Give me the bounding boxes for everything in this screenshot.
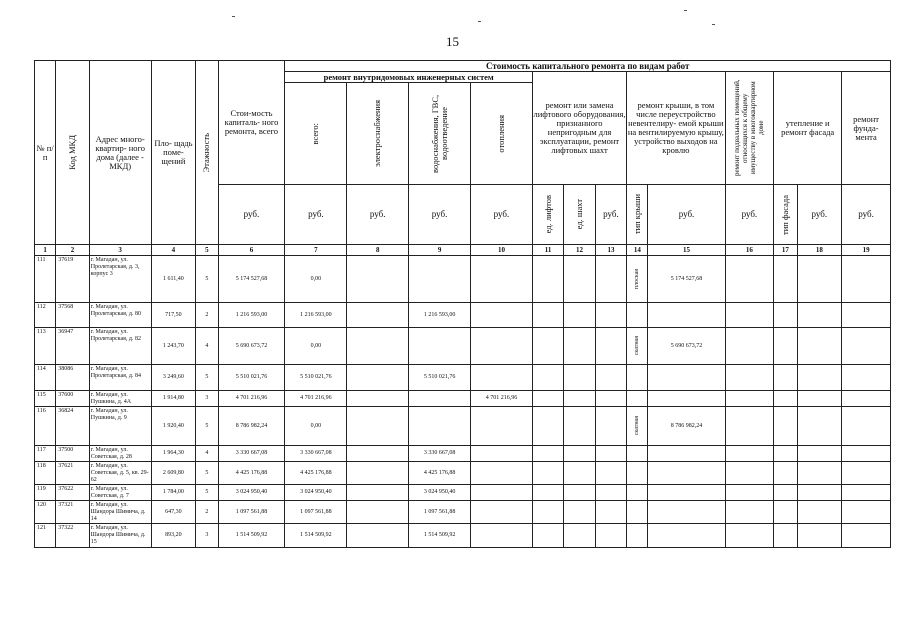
foundation-cost	[842, 501, 891, 524]
area: 1 243,70	[151, 328, 196, 365]
basement-cost	[725, 256, 774, 303]
heating-cost	[471, 407, 533, 446]
table-row	[35, 256, 891, 303]
roof-type	[627, 407, 648, 446]
facade-type	[774, 328, 797, 365]
column-number: 18	[797, 245, 842, 256]
mkd-code: 37622	[56, 485, 89, 501]
column-number: 11	[532, 245, 563, 256]
elevator-cost	[595, 485, 626, 501]
systems-total: 0,00	[285, 256, 347, 303]
elevator-shafts	[564, 328, 595, 365]
heating-cost	[471, 365, 533, 391]
header-group-elevator: ремонт или замена лифтового оборудования, признанного непригодным для эксплуатации, ремонт лифтовых шахт	[532, 72, 626, 185]
facade-cost	[797, 524, 842, 548]
mkd-code: 37322	[56, 524, 89, 548]
roof-type	[627, 391, 648, 407]
roof-type	[627, 256, 648, 303]
total-cost: 5 510 021,76	[218, 365, 285, 391]
header-foundation: ремонт фунда- мента	[842, 72, 891, 185]
header-facade-type: тип фасада	[774, 185, 797, 245]
elevator-shafts	[564, 501, 595, 524]
table-row	[35, 524, 891, 548]
column-number: 1	[35, 245, 56, 256]
column-number: 19	[842, 245, 891, 256]
column-number: 8	[347, 245, 409, 256]
floors: 3	[196, 524, 218, 548]
header-elev-units: ед. лифтов	[532, 185, 563, 245]
roof-type	[627, 501, 648, 524]
column-number: 16	[725, 245, 774, 256]
roof-type	[627, 485, 648, 501]
table-row	[35, 328, 891, 365]
roof-type	[627, 524, 648, 548]
column-number: 15	[648, 245, 725, 256]
elevator-cost	[595, 328, 626, 365]
total-cost: 8 786 982,24	[218, 407, 285, 446]
heating-cost	[471, 524, 533, 548]
elevator-units	[532, 365, 563, 391]
elevator-units	[532, 485, 563, 501]
column-number: 12	[564, 245, 595, 256]
unit-foundation: руб.	[842, 185, 891, 245]
header-num: № п/ п	[35, 61, 56, 245]
table-row	[35, 446, 891, 462]
water-cost	[409, 256, 471, 303]
roof-cost	[648, 446, 725, 462]
facade-cost	[797, 256, 842, 303]
electric-cost	[347, 256, 409, 303]
floors: 5	[196, 365, 218, 391]
row-number: 113	[35, 328, 56, 365]
header-elev-shafts: ед. шахт	[564, 185, 595, 245]
electric-cost	[347, 391, 409, 407]
column-number: 3	[89, 245, 151, 256]
roof-cost	[648, 524, 725, 548]
floors: 5	[196, 485, 218, 501]
table-row	[35, 407, 891, 446]
facade-cost	[797, 462, 842, 485]
area: 1 611,40	[151, 256, 196, 303]
heating-cost	[471, 462, 533, 485]
mkd-code: 37619	[56, 256, 89, 303]
roof-cost	[648, 365, 725, 391]
facade-cost	[797, 328, 842, 365]
electric-cost	[347, 524, 409, 548]
area: 1 914,80	[151, 391, 196, 407]
header-group-systems: ремонт внутридомовых инженерных систем	[285, 72, 532, 83]
facade-type	[774, 391, 797, 407]
systems-total: 4 701 216,96	[285, 391, 347, 407]
roof-type	[627, 328, 648, 365]
roof-type-label: скатная	[633, 336, 640, 356]
row-number: 111	[35, 256, 56, 303]
total-cost: 1 216 593,00	[218, 303, 285, 328]
column-number: 10	[471, 245, 533, 256]
table-row	[35, 485, 891, 501]
basement-cost	[725, 446, 774, 462]
header-heating: отопления	[471, 83, 533, 185]
column-number: 14	[627, 245, 648, 256]
water-cost: 5 510 021,76	[409, 365, 471, 391]
elevator-units	[532, 256, 563, 303]
roof-type	[627, 303, 648, 328]
roof-type	[627, 446, 648, 462]
column-number: 4	[151, 245, 196, 256]
foundation-cost	[842, 485, 891, 501]
mkd-code: 36824	[56, 407, 89, 446]
systems-total: 1 097 561,88	[285, 501, 347, 524]
roof-cost	[648, 501, 725, 524]
floors: 2	[196, 303, 218, 328]
area: 1 964,30	[151, 446, 196, 462]
elevator-units	[532, 328, 563, 365]
roof-type	[627, 462, 648, 485]
facade-type	[774, 303, 797, 328]
table-row	[35, 303, 891, 328]
systems-total: 5 510 021,76	[285, 365, 347, 391]
roof-cost	[648, 485, 725, 501]
floors: 5	[196, 256, 218, 303]
elevator-cost	[595, 256, 626, 303]
water-cost: 4 425 176,88	[409, 462, 471, 485]
header-roof-type: тип крыши	[627, 185, 648, 245]
row-number: 119	[35, 485, 56, 501]
electric-cost	[347, 303, 409, 328]
roof-cost	[648, 391, 725, 407]
unit-sys: руб.	[285, 185, 347, 245]
table-row	[35, 365, 891, 391]
basement-cost	[725, 303, 774, 328]
elevator-shafts	[564, 446, 595, 462]
foundation-cost	[842, 524, 891, 548]
row-number: 118	[35, 462, 56, 485]
roof-cost: 5 174 527,68	[648, 256, 725, 303]
mkd-code: 37500	[56, 446, 89, 462]
elevator-cost	[595, 303, 626, 328]
row-number: 112	[35, 303, 56, 328]
address: г. Магадан, ул. Пролетарская, д. 82	[89, 328, 151, 365]
floors: 5	[196, 462, 218, 485]
area: 893,20	[151, 524, 196, 548]
table-row	[35, 391, 891, 407]
roof-cost	[648, 303, 725, 328]
heating-cost	[471, 303, 533, 328]
area: 717,50	[151, 303, 196, 328]
foundation-cost	[842, 365, 891, 391]
facade-type	[774, 462, 797, 485]
header-sys-total: всего:	[285, 83, 347, 185]
elevator-units	[532, 501, 563, 524]
row-number: 115	[35, 391, 56, 407]
total-cost: 4 425 176,88	[218, 462, 285, 485]
area: 3 249,60	[151, 365, 196, 391]
table-row	[35, 462, 891, 485]
systems-total: 0,00	[285, 328, 347, 365]
elevator-units	[532, 524, 563, 548]
mkd-code: 37621	[56, 462, 89, 485]
systems-total: 4 425 176,88	[285, 462, 347, 485]
roof-type	[627, 365, 648, 391]
facade-cost	[797, 485, 842, 501]
electric-cost	[347, 365, 409, 391]
floors: 2	[196, 501, 218, 524]
total-cost: 3 330 667,08	[218, 446, 285, 462]
floors: 4	[196, 328, 218, 365]
water-cost: 1 097 561,88	[409, 501, 471, 524]
elevator-shafts	[564, 365, 595, 391]
roof-cost: 5 690 673,72	[648, 328, 725, 365]
facade-type	[774, 524, 797, 548]
column-number: 17	[774, 245, 797, 256]
address: г. Магадан, ул. Советская, д. 7	[89, 485, 151, 501]
heating-cost: 4 701 216,96	[471, 391, 533, 407]
roof-cost	[648, 462, 725, 485]
facade-type	[774, 446, 797, 462]
heating-cost	[471, 446, 533, 462]
electric-cost	[347, 485, 409, 501]
floors: 4	[196, 446, 218, 462]
elevator-shafts	[564, 407, 595, 446]
elevator-cost	[595, 524, 626, 548]
elevator-cost	[595, 365, 626, 391]
row-number: 121	[35, 524, 56, 548]
unit-elevator: руб.	[595, 185, 626, 245]
elevator-cost	[595, 391, 626, 407]
facade-cost	[797, 501, 842, 524]
facade-type	[774, 485, 797, 501]
systems-total: 3 330 667,08	[285, 446, 347, 462]
roof-type-label: плоская	[633, 268, 640, 290]
header-area: Пло- щадь поме- щений	[151, 61, 196, 245]
heating-cost	[471, 328, 533, 365]
total-cost: 4 701 216,96	[218, 391, 285, 407]
header-group-main: Стоимость капитального ремонта по видам работ	[285, 61, 891, 72]
elevator-units	[532, 446, 563, 462]
facade-cost	[797, 446, 842, 462]
floors: 3	[196, 391, 218, 407]
column-number: 9	[409, 245, 471, 256]
water-cost: 1 514 509,92	[409, 524, 471, 548]
basement-cost	[725, 501, 774, 524]
area: 1 784,00	[151, 485, 196, 501]
header-code: Код МКД	[56, 61, 89, 245]
column-number: 6	[218, 245, 285, 256]
column-number: 13	[595, 245, 626, 256]
address: г. Магадан, ул. Шандора Шимича, д. 14	[89, 501, 151, 524]
facade-cost	[797, 365, 842, 391]
basement-cost	[725, 365, 774, 391]
foundation-cost	[842, 256, 891, 303]
column-number: 7	[285, 245, 347, 256]
water-cost: 1 216 593,00	[409, 303, 471, 328]
facade-type	[774, 256, 797, 303]
basement-cost	[725, 462, 774, 485]
row-number: 117	[35, 446, 56, 462]
elevator-shafts	[564, 462, 595, 485]
area: 647,30	[151, 501, 196, 524]
unit-total: руб.	[218, 185, 285, 245]
basement-cost	[725, 407, 774, 446]
header-address: Адрес много- квартир- ного дома (далее - МКД)	[89, 61, 151, 245]
facade-type	[774, 365, 797, 391]
header-basement: ремонт подвальных помещений, относящихся к общему имуществу в многоквартирном доме	[725, 72, 774, 185]
elevator-units	[532, 303, 563, 328]
elevator-cost	[595, 407, 626, 446]
address: г. Магадан, ул. Пролетарская, д. 84	[89, 365, 151, 391]
mkd-code: 37321	[56, 501, 89, 524]
facade-cost	[797, 391, 842, 407]
header-group-roof: ремонт крыши, в том числе переустройство невентелиру- емой крыши на вентилируемую крышу, устройство выходов на кровлю	[627, 72, 725, 185]
column-number-row	[35, 245, 891, 256]
foundation-cost	[842, 446, 891, 462]
facade-cost	[797, 303, 842, 328]
address: г. Магадан, ул. Пролетарская, д. 3, корпус 3	[89, 256, 151, 303]
row-number: 116	[35, 407, 56, 446]
heating-cost	[471, 501, 533, 524]
address: г. Магадан, ул. Шандора Шимича, д. 15	[89, 524, 151, 548]
header-electric: электроснабжения	[347, 83, 409, 185]
systems-total: 3 024 950,40	[285, 485, 347, 501]
electric-cost	[347, 407, 409, 446]
systems-total: 1 216 593,00	[285, 303, 347, 328]
mkd-code: 37600	[56, 391, 89, 407]
total-cost: 1 514 509,92	[218, 524, 285, 548]
elevator-cost	[595, 501, 626, 524]
capital-repair-table	[34, 60, 891, 548]
address: г. Магадан, ул. Пушкина, д. 9	[89, 407, 151, 446]
unit-facade: руб.	[797, 185, 842, 245]
basement-cost	[725, 524, 774, 548]
table-row	[35, 501, 891, 524]
foundation-cost	[842, 407, 891, 446]
elevator-shafts	[564, 485, 595, 501]
elevator-shafts	[564, 303, 595, 328]
column-number: 5	[196, 245, 218, 256]
basement-cost	[725, 391, 774, 407]
foundation-cost	[842, 391, 891, 407]
electric-cost	[347, 462, 409, 485]
area: 2 609,80	[151, 462, 196, 485]
unit-roof: руб.	[648, 185, 725, 245]
header-floors: Этажность	[196, 61, 218, 245]
elevator-shafts	[564, 256, 595, 303]
basement-cost	[725, 328, 774, 365]
facade-cost	[797, 407, 842, 446]
electric-cost	[347, 328, 409, 365]
total-cost: 5 690 673,72	[218, 328, 285, 365]
unit-basement: руб.	[725, 185, 774, 245]
facade-type	[774, 407, 797, 446]
water-cost	[409, 391, 471, 407]
elevator-units	[532, 462, 563, 485]
mkd-code: 37568	[56, 303, 89, 328]
systems-total: 1 514 509,92	[285, 524, 347, 548]
mkd-code: 36947	[56, 328, 89, 365]
unit-electric: руб.	[347, 185, 409, 245]
unit-water: руб.	[409, 185, 471, 245]
address: г. Магадан, ул. Советская, д. 5, кв. 29-62	[89, 462, 151, 485]
header-water: водоснабжения, ГВС, водоотведение	[409, 83, 471, 185]
basement-cost	[725, 485, 774, 501]
water-cost: 3 330 667,08	[409, 446, 471, 462]
roof-type-label: скатная	[633, 416, 640, 436]
systems-total: 0,00	[285, 407, 347, 446]
address: г. Магадан, ул. Пролетарская, д. 80	[89, 303, 151, 328]
heating-cost	[471, 485, 533, 501]
elevator-units	[532, 407, 563, 446]
mkd-code: 38086	[56, 365, 89, 391]
water-cost	[409, 328, 471, 365]
address: г. Магадан, ул. Пушкина, д. 4А	[89, 391, 151, 407]
foundation-cost	[842, 328, 891, 365]
row-number: 120	[35, 501, 56, 524]
table-body	[35, 256, 891, 548]
total-cost: 5 174 527,68	[218, 256, 285, 303]
elevator-shafts	[564, 391, 595, 407]
water-cost: 3 024 950,40	[409, 485, 471, 501]
facade-type	[774, 501, 797, 524]
foundation-cost	[842, 462, 891, 485]
elevator-cost	[595, 446, 626, 462]
total-cost: 3 024 950,40	[218, 485, 285, 501]
total-cost: 1 097 561,88	[218, 501, 285, 524]
water-cost	[409, 407, 471, 446]
elevator-cost	[595, 462, 626, 485]
header-total: Стои-мость капиталь- ного ремонта, всего	[218, 61, 285, 185]
unit-heating: руб.	[471, 185, 533, 245]
electric-cost	[347, 446, 409, 462]
foundation-cost	[842, 303, 891, 328]
elevator-units	[532, 391, 563, 407]
electric-cost	[347, 501, 409, 524]
heating-cost	[471, 256, 533, 303]
area: 1 920,40	[151, 407, 196, 446]
column-number: 2	[56, 245, 89, 256]
header-group-facade: утепление и ремонт фасада	[774, 72, 842, 185]
floors: 5	[196, 407, 218, 446]
row-number: 114	[35, 365, 56, 391]
page-number: 15	[446, 34, 459, 49]
elevator-shafts	[564, 524, 595, 548]
roof-cost: 8 786 982,24	[648, 407, 725, 446]
address: г. Магадан, ул. Советская, д. 28	[89, 446, 151, 462]
